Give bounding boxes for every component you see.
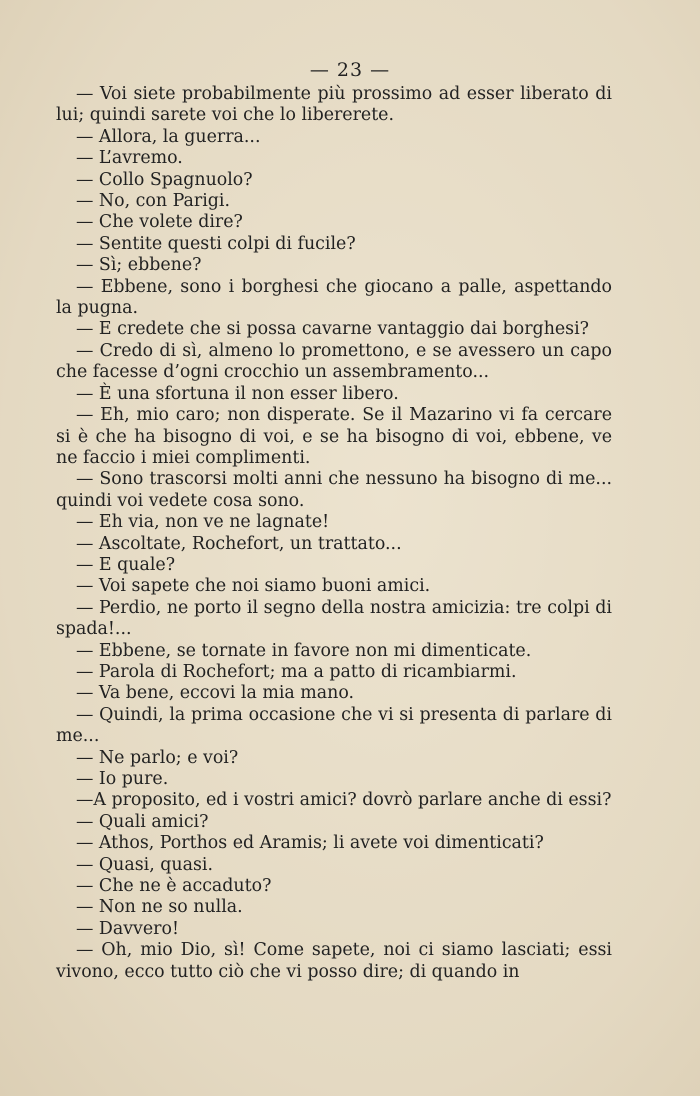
paragraph: — È una sfortuna il non esser libero. bbox=[76, 383, 399, 404]
paragraph: — L’avremo. bbox=[76, 148, 183, 169]
paragraph: — Ebbene, se tornate in favore non mi dimenticate. bbox=[76, 640, 532, 661]
paragraph: — Ascoltate, Rochefort, un trattato... bbox=[76, 533, 402, 554]
paragraph: — No, con Parigi. bbox=[76, 191, 230, 212]
paragraph: — Sì; ebbene? bbox=[76, 255, 202, 276]
body-text bbox=[56, 84, 612, 983]
paragraph: — Eh, mio caro; non disperate. Se il Mazarino vi fa cercare si è che ha bisogno di voi, e se ha bisogno di voi, ebbene, ve ne faccio i miei complimenti. bbox=[56, 405, 612, 468]
paragraph: — Allora, la guerra... bbox=[76, 126, 261, 147]
paragraph: — Ne parlo; e voi? bbox=[76, 747, 239, 768]
paragraph: — Quindi, la prima occasione che vi si presenta di parlare di me... bbox=[56, 704, 612, 747]
paragraph: — Oh, mio Dio, sì! Come sapete, noi ci siamo lasciati; essi vivono, ecco tutto ciò che vi posso dire; di quando in bbox=[56, 940, 612, 982]
paragraph: — Perdio, ne porto il segno della nostra amicizia: tre colpi di spada!... bbox=[56, 597, 612, 640]
paragraph: — Credo di sì, almeno lo promettono, e se avessero un capo che facesse d’ogni crocchio un assembramento... bbox=[56, 340, 612, 383]
page-number: — 23 — bbox=[309, 59, 391, 81]
paragraph: — Quali amici? bbox=[76, 811, 209, 832]
paragraph: — Quasi, quasi. bbox=[76, 854, 214, 875]
paragraph: — Sono trascorsi molti anni che nessuno ha bisogno di me... quindi voi vedete cosa sono. bbox=[56, 469, 612, 511]
paragraph: — Athos, Porthos ed Aramis; li avete voi dimenticati? bbox=[76, 833, 544, 854]
paragraph: —A proposito, ed i vostri amici? dovrò parlare anche di essi? bbox=[76, 790, 612, 811]
paragraph: — Ebbene, sono i borghesi che giocano a palle, aspettando la pugna. bbox=[56, 276, 612, 319]
paragraph: — Voi sapete che noi siamo buoni amici. bbox=[76, 576, 431, 597]
paragraph: — E quale? bbox=[76, 554, 176, 575]
paragraph: — Non ne so nulla. bbox=[76, 897, 243, 918]
paragraph: — Va bene, eccovi la mia mano. bbox=[76, 683, 355, 704]
paragraph: — Collo Spagnuolo? bbox=[76, 169, 253, 190]
paragraph: — Che volete dire? bbox=[76, 212, 243, 233]
paragraph: — Che ne è accaduto? bbox=[76, 876, 272, 897]
paragraph: — E credete che si possa cavarne vantaggio dai borghesi? bbox=[76, 319, 589, 340]
paragraph: — Sentite questi colpi di fucile? bbox=[76, 233, 356, 254]
paragraph: — Io pure. bbox=[76, 769, 169, 789]
paragraph: — Voi siete probabilmente più prossimo ad esser liberato di lui; quindi sarete voi che lo libererete. bbox=[56, 84, 612, 126]
paragraph: — Eh via, non ve ne lagnate! bbox=[76, 512, 330, 533]
paragraph: — Davvero! bbox=[76, 918, 179, 939]
paragraph: — Parola di Rochefort; ma a patto di ricambiarmi. bbox=[76, 661, 517, 682]
